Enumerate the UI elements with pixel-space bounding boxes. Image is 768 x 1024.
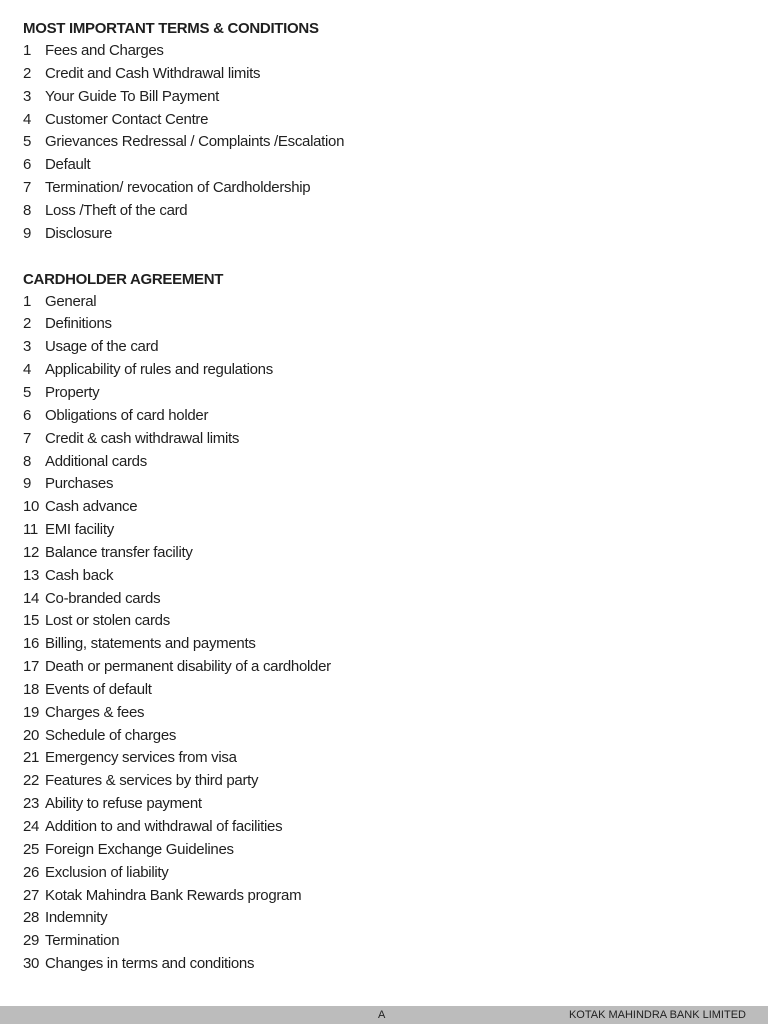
agreement-title: CARDHOLDER AGREEMENT xyxy=(23,270,224,288)
agreement-item-label: Property xyxy=(45,383,100,401)
agreement-item-label: General xyxy=(45,292,97,310)
agreement-item-number: 11 xyxy=(23,521,38,539)
agreement-item xyxy=(23,656,743,679)
agreement-item-label: Usage of the card xyxy=(45,338,159,356)
agreement-item-number: 20 xyxy=(23,726,40,744)
agreement-item xyxy=(23,610,743,633)
agreement-item xyxy=(23,359,743,382)
agreement-item-number: 28 xyxy=(23,909,40,927)
agreement-item-number: 21 xyxy=(23,749,40,767)
agreement-item-label: Termination xyxy=(45,932,120,950)
agreement-item xyxy=(23,473,743,496)
agreement-item-number: 30 xyxy=(23,955,40,973)
agreement-item xyxy=(23,336,743,359)
agreement-item-label: Charges & fees xyxy=(45,703,145,721)
agreement-item xyxy=(23,816,743,839)
mitc-item-number: 4 xyxy=(23,110,32,128)
agreement-item xyxy=(23,519,743,542)
agreement-item-number: 7 xyxy=(23,429,32,447)
agreement-item-number: 16 xyxy=(23,635,40,653)
agreement-item xyxy=(23,725,743,748)
mitc-item-number: 8 xyxy=(23,201,32,219)
agreement-item xyxy=(23,382,743,405)
mitc-item-label: Loss /Theft of the card xyxy=(45,201,188,219)
agreement-item xyxy=(23,907,743,930)
mitc-item xyxy=(23,154,743,177)
agreement-item xyxy=(23,542,743,565)
agreement-list xyxy=(23,291,743,976)
agreement-item xyxy=(23,930,743,953)
agreement-item-number: 9 xyxy=(23,475,32,493)
agreement-item xyxy=(23,451,743,474)
agreement-item-number: 14 xyxy=(23,589,40,607)
mitc-item-number: 6 xyxy=(23,156,32,174)
agreement-item-label: Additional cards xyxy=(45,452,147,470)
agreement-item-label: Addition to and withdrawal of facilities xyxy=(45,818,283,835)
agreement-item-number: 17 xyxy=(23,658,40,676)
page-footer xyxy=(0,1006,768,1024)
agreement-item-number: 22 xyxy=(23,772,40,790)
agreement-item-label: Indemnity xyxy=(45,909,108,927)
agreement-item xyxy=(23,839,743,862)
agreement-item xyxy=(23,405,743,428)
mitc-item-label: Fees and Charges xyxy=(45,42,164,59)
agreement-item-number: 1 xyxy=(23,292,32,310)
agreement-item-label: Exclusion of liability xyxy=(45,863,169,881)
mitc-item-number: 5 xyxy=(23,133,32,151)
footer-company-name: KOTAK MAHINDRA BANK LIMITED xyxy=(568,1009,746,1021)
agreement-item-number: 18 xyxy=(23,680,40,698)
agreement-item-label: Death or permanent disability of a cardholder xyxy=(45,658,331,676)
agreement-item xyxy=(23,953,743,976)
mitc-item xyxy=(23,63,743,86)
agreement-item-number: 29 xyxy=(23,932,40,950)
agreement-item xyxy=(23,885,743,908)
agreement-item-number: 19 xyxy=(23,703,40,721)
agreement-item xyxy=(23,793,743,816)
mitc-item xyxy=(23,86,743,109)
agreement-item-label: Emergency services from visa xyxy=(45,749,237,767)
agreement-item-number: 10 xyxy=(23,498,40,516)
agreement-item xyxy=(23,588,743,611)
mitc-item xyxy=(23,131,743,154)
agreement-item xyxy=(23,565,743,588)
agreement-item xyxy=(23,747,743,770)
agreement-item-label: Changes in terms and conditions xyxy=(45,955,255,973)
section-spacer xyxy=(23,246,743,268)
mitc-item xyxy=(23,40,743,63)
agreement-item-label: Obligations of card holder xyxy=(45,406,209,424)
agreement-item-label: Purchases xyxy=(45,475,114,493)
footer-page-label: A xyxy=(378,1009,386,1021)
agreement-item-label: Credit & cash withdrawal limits xyxy=(45,429,240,447)
agreement-item-number: 3 xyxy=(23,338,32,356)
agreement-item-number: 6 xyxy=(23,406,32,424)
agreement-item-label: Cash advance xyxy=(45,498,138,516)
mitc-item xyxy=(23,177,743,200)
agreement-item-label: EMI facility xyxy=(45,521,114,539)
agreement-item-number: 2 xyxy=(23,315,32,333)
mitc-item-number: 1 xyxy=(23,42,32,59)
agreement-item-label: Schedule of charges xyxy=(45,726,177,744)
mitc-item-number: 3 xyxy=(23,87,32,105)
agreement-item-number: 5 xyxy=(23,383,32,401)
mitc-item-number: 7 xyxy=(23,179,32,197)
document-body xyxy=(23,17,743,976)
agreement-item xyxy=(23,313,743,336)
agreement-item-label: Events of default xyxy=(45,680,152,698)
agreement-item xyxy=(23,428,743,451)
mitc-item xyxy=(23,109,743,132)
agreement-item-label: Balance transfer facility xyxy=(45,543,193,561)
mitc-item-number: 2 xyxy=(23,64,32,82)
agreement-item-label: Billing, statements and payments xyxy=(45,635,256,653)
mitc-item xyxy=(23,223,743,246)
agreement-item-number: 15 xyxy=(23,612,40,630)
mitc-title: MOST IMPORTANT TERMS & CONDITIONS xyxy=(23,20,319,37)
agreement-item-label: Foreign Exchange Guidelines xyxy=(45,840,234,858)
agreement-item-label: Kotak Mahindra Bank Rewards program xyxy=(45,886,302,904)
agreement-item-number: 4 xyxy=(23,361,32,379)
agreement-item-label: Ability to refuse payment xyxy=(45,795,202,813)
agreement-item-label: Co-branded cards xyxy=(45,589,161,607)
agreement-item xyxy=(23,770,743,793)
agreement-item xyxy=(23,496,743,519)
agreement-item-label: Features & services by third party xyxy=(45,772,259,790)
agreement-item-number: 27 xyxy=(23,886,40,904)
agreement-item xyxy=(23,702,743,725)
agreement-item-number: 13 xyxy=(23,566,40,584)
mitc-item-label: Grievances Redressal / Complaints /Escalation xyxy=(45,133,345,151)
mitc-item-label: Your Guide To Bill Payment xyxy=(45,87,219,105)
agreement-item xyxy=(23,679,743,702)
agreement-item-number: 25 xyxy=(23,840,40,858)
agreement-item-label: Applicability of rules and regulations xyxy=(45,361,273,379)
agreement-item-number: 24 xyxy=(23,818,40,835)
mitc-item-number: 9 xyxy=(23,224,32,242)
agreement-item-number: 8 xyxy=(23,452,32,470)
agreement-item xyxy=(23,862,743,885)
agreement-item-number: 23 xyxy=(23,795,40,813)
agreement-item-number: 12 xyxy=(23,543,40,561)
mitc-item-label: Customer Contact Centre xyxy=(45,110,209,128)
agreement-item-label: Cash back xyxy=(45,566,114,584)
mitc-item-label: Disclosure xyxy=(45,224,113,242)
agreement-item xyxy=(23,633,743,656)
agreement-item-number: 26 xyxy=(23,863,40,881)
mitc-item-label: Credit and Cash Withdrawal limits xyxy=(45,64,261,82)
mitc-item-label: Termination/ revocation of Cardholdership xyxy=(45,179,311,197)
agreement-item-label: Lost or stolen cards xyxy=(45,612,170,630)
mitc-list xyxy=(23,40,743,246)
agreement-item xyxy=(23,291,743,314)
mitc-item xyxy=(23,200,743,223)
mitc-item-label: Default xyxy=(45,156,91,174)
agreement-item-label: Definitions xyxy=(45,315,112,333)
